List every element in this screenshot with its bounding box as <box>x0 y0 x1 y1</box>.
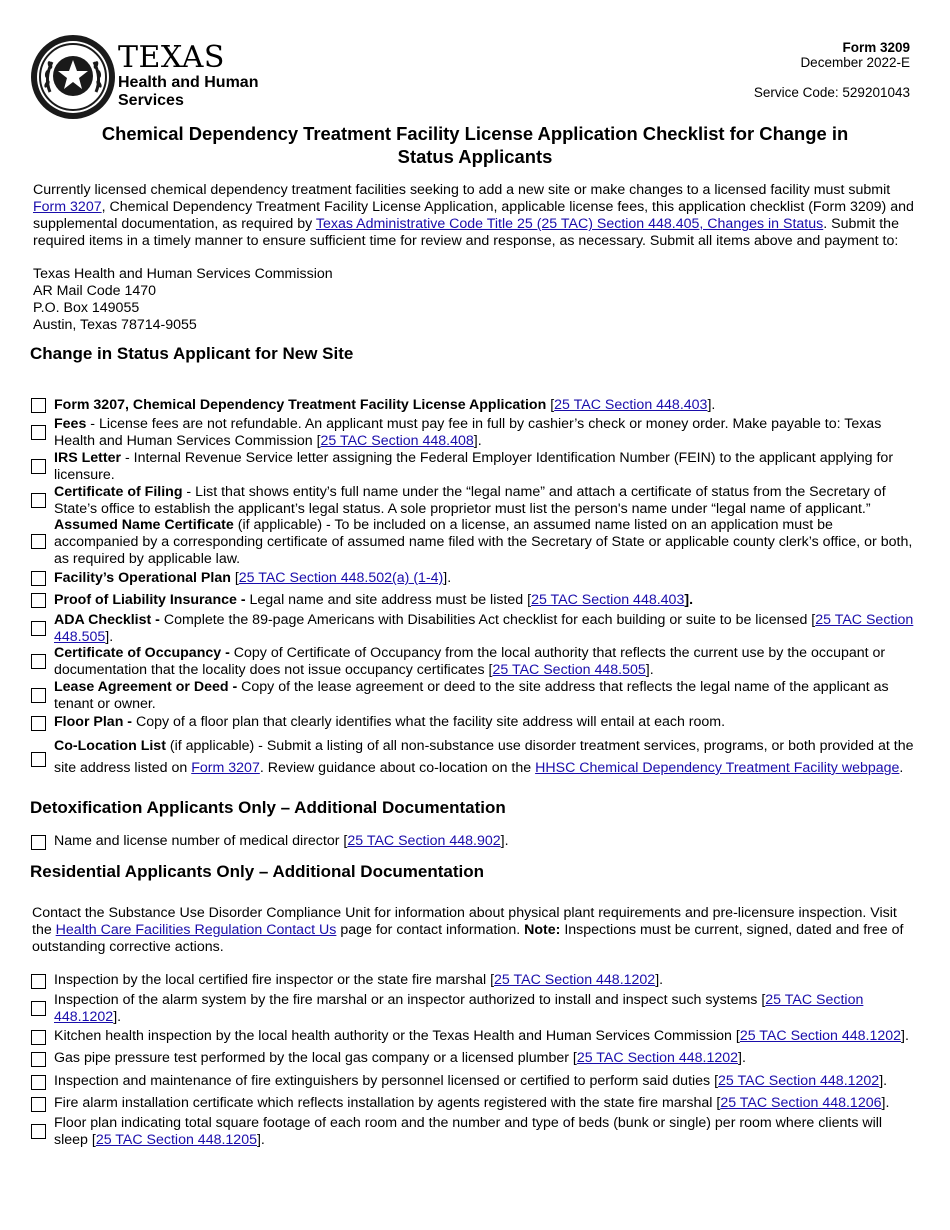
checkbox[interactable] <box>31 621 46 636</box>
tac-link[interactable]: 25 TAC Section 448.505 <box>54 612 914 645</box>
texas-seal-icon <box>30 34 116 120</box>
address-line: P.O. Box 149055 <box>33 300 140 316</box>
form-3207-link[interactable]: Form 3207 <box>33 199 102 215</box>
checklist-item: Certificate of Filing - List that shows entity’s full name under the “legal name” and attach a certificate of status from the Secretary of State’s office to establish the applicant’s legal status. A sole proprietor must list the person's name under “legal name of applicant.” <box>31 484 918 518</box>
checkbox[interactable] <box>31 1075 46 1090</box>
texas-hhs-logo <box>30 34 260 124</box>
section-heading-residential: Residential Applicants Only – Additional Documentation <box>30 862 485 881</box>
intro-text-1: Currently licensed chemical dependency treatment facilities seeking to add a new site or make changes to a licensed facility must submit <box>33 182 891 198</box>
checkbox[interactable] <box>31 688 46 703</box>
address-line: Texas Health and Human Services Commission <box>33 266 333 282</box>
tac-link[interactable]: 25 TAC Section 448.403 <box>531 592 685 608</box>
tac-link[interactable]: 25 TAC Section 448.1202 <box>576 1050 739 1066</box>
checkbox[interactable] <box>31 1097 46 1112</box>
checkbox[interactable] <box>31 716 46 731</box>
tac-link[interactable]: 25 TAC Section 448.902 <box>347 833 501 849</box>
checklist-item-co-location: Co-Location List (if applicable) - Submit a listing of all non-substance use disorder treatment services, programs, or both provided at the site address listed on Form 3207. Review guidance about co-location on the HHSC Chemical Dependency Treatment Facility webpage. <box>31 735 918 779</box>
checklist-item: Inspection and maintenance of fire extinguishers by personnel licensed or certified to perform said duties [25 TAC Section 448.1202]. <box>31 1073 918 1090</box>
tac-link[interactable]: 25 TAC Section 448.403 <box>554 397 708 413</box>
address-line: AR Mail Code 1470 <box>33 283 157 299</box>
checkbox[interactable] <box>31 459 46 474</box>
checkbox[interactable] <box>31 493 46 508</box>
checklist-item: Floor Plan - Copy of a floor plan that clearly identifies what the facility site address will entail at each room. <box>31 714 918 731</box>
checklist-item: Inspection by the local certified fire inspector or the state fire marshal [25 TAC Section 448.1202]. <box>31 972 918 989</box>
checklist-item: Name and license number of medical director [25 TAC Section 448.902]. <box>31 833 918 850</box>
intro-paragraph <box>33 182 915 250</box>
tac-link[interactable]: 25 TAC Section 448.505 <box>492 662 646 678</box>
page-title <box>60 122 890 168</box>
title-line-2: Status Applicants <box>397 146 553 167</box>
logo-wordmark <box>118 42 258 110</box>
checkbox[interactable] <box>31 593 46 608</box>
checklist-item: Fire alarm installation certificate which reflects installation by agents registered with the state fire marshal [25 TAC Section 448.1206]. <box>31 1095 918 1112</box>
residential-paragraph: Contact the Substance Use Disorder Compliance Unit for information about physical plant requirements and pre-licensure inspection. Visit the Health Care Facilities Regulation Contact Us page for contact information. Note: Inspections must be current, signed, dated and free of outstanding corrective actions. <box>32 905 904 955</box>
intro-text-2: , Chemical Dependency Treatment Facility License Application, applicable license fees, this application checklist (Form 3209) and supplemental documentation, as required by <box>33 199 914 232</box>
checklist-item: Floor plan indicating total square footage of each room and the number and type of beds (bunk or single) per room where clients will sleep [25 TAC Section 448.1205]. <box>31 1115 918 1149</box>
logo-texas: TEXAS <box>118 40 225 75</box>
checklist-item: Gas pipe pressure test performed by the local gas company or a licensed plumber [25 TAC Section 448.1202]. <box>31 1050 918 1067</box>
checklist-item: Inspection of the alarm system by the fire marshal or an inspector authorized to install and inspect such systems [25 TAC Section 448.1202]. <box>31 992 918 1026</box>
checkbox[interactable] <box>31 571 46 586</box>
service-code: Service Code: 529201043 <box>753 85 910 100</box>
tac-link[interactable]: 25 TAC Section 448.408 <box>320 433 474 449</box>
checklist-item: IRS Letter - Internal Revenue Service letter assigning the Federal Employer Identification Number (FEIN) to the applicant applying for licensure. <box>31 450 918 484</box>
form-3207-link[interactable]: Form 3207 <box>191 760 260 776</box>
checkbox[interactable] <box>31 1124 46 1139</box>
logo-subtitle-1: Health and Human <box>118 74 259 91</box>
tac-link[interactable]: 25 TAC Section 448.1206 <box>720 1095 882 1111</box>
checklist-item: Lease Agreement or Deed - Copy of the lease agreement or deed to the site address that reflects the legal name of the applicant as tenant or owner. <box>31 679 918 713</box>
checklist-item: Fees - License fees are not refundable. An applicant must pay fee in full by cashier’s check or money order. Make payable to: Texas Health and Human Services Commission [25 TAC Section 448.408]. <box>31 416 918 450</box>
section-heading-new-site: Change in Status Applicant for New Site <box>30 344 354 363</box>
tac-link[interactable]: 25 TAC Section 448.1202 <box>494 972 656 988</box>
tac-link[interactable]: 25 TAC Section 448.1202 <box>54 992 864 1025</box>
checkbox[interactable] <box>31 974 46 989</box>
checkbox[interactable] <box>31 1030 46 1045</box>
checklist-item: Facility’s Operational Plan [25 TAC Section 448.502(a) (1-4)]. <box>31 570 918 587</box>
checkbox[interactable] <box>31 398 46 413</box>
checkbox[interactable] <box>31 654 46 669</box>
checkbox[interactable] <box>31 835 46 850</box>
title-line-1: Chemical Dependency Treatment Facility License Application Checklist for Change in <box>101 123 849 144</box>
checklist-item: Proof of Liability Insurance - Legal name and site address must be listed [25 TAC Section 448.403]. <box>31 592 918 609</box>
checkbox[interactable] <box>31 752 46 767</box>
hhsc-cdtf-webpage-link[interactable]: HHSC Chemical Dependency Treatment Facility webpage <box>535 760 900 776</box>
intro-text-3: . Submit the required items in a timely manner to ensure sufficient time for review and response, as necessary. Submit all items above and payment to: <box>33 216 899 249</box>
tac-link[interactable]: 25 TAC Section 448.1202 <box>739 1028 902 1044</box>
logo-subtitle-2: Services <box>118 92 184 109</box>
section-heading-detox: Detoxification Applicants Only – Additional Documentation <box>30 798 506 817</box>
tac-link[interactable]: 25 TAC Section 448.502(a) (1-4) <box>238 570 444 586</box>
checklist-item: Assumed Name Certificate (if applicable) - To be included on a license, an assumed name listed on an application must be accompanied by a corresponding certificate of assumed name filed with the Secretary of State or applicable county clerk’s office, or both, as required by applicable law. <box>31 517 918 568</box>
checkbox[interactable] <box>31 425 46 440</box>
address-line: Austin, Texas 78714-9055 <box>33 317 197 333</box>
checkbox[interactable] <box>31 1052 46 1067</box>
checkbox[interactable] <box>31 1001 46 1016</box>
tac-link[interactable]: 25 TAC Section 448.1202 <box>718 1073 880 1089</box>
checklist-item: ADA Checklist - Complete the 89-page Americans with Disabilities Act checklist for each building or suite to be licensed [25 TAC Section 448.505]. <box>31 612 918 646</box>
tac-link[interactable]: 25 TAC Section 448.1205 <box>95 1132 257 1148</box>
hcfr-contact-us-link[interactable]: Health Care Facilities Regulation Contact Us <box>55 922 337 938</box>
tac-448-405-link[interactable]: Texas Administrative Code Title 25 (25 TAC) Section 448.405, Changes in Status <box>315 216 824 232</box>
checkbox[interactable] <box>31 534 46 549</box>
checklist-item: Kitchen health inspection by the local health authority or the Texas Health and Human Services Commission [25 TAC Section 448.1202]. <box>31 1028 918 1045</box>
mailing-address <box>33 266 333 334</box>
form-meta <box>754 40 910 100</box>
checklist-item: Certificate of Occupancy - Copy of Certificate of Occupancy from the local authority that reflects the current use by the occupant or documentation that the locality does not issue occupancy certificates [25 TAC Section 448.505]. <box>31 645 918 679</box>
form-number: Form 3209 <box>842 40 910 55</box>
form-date: December 2022-E <box>800 55 910 70</box>
checklist-item: Form 3207, Chemical Dependency Treatment Facility License Application [25 TAC Section 448.403]. <box>31 397 918 414</box>
